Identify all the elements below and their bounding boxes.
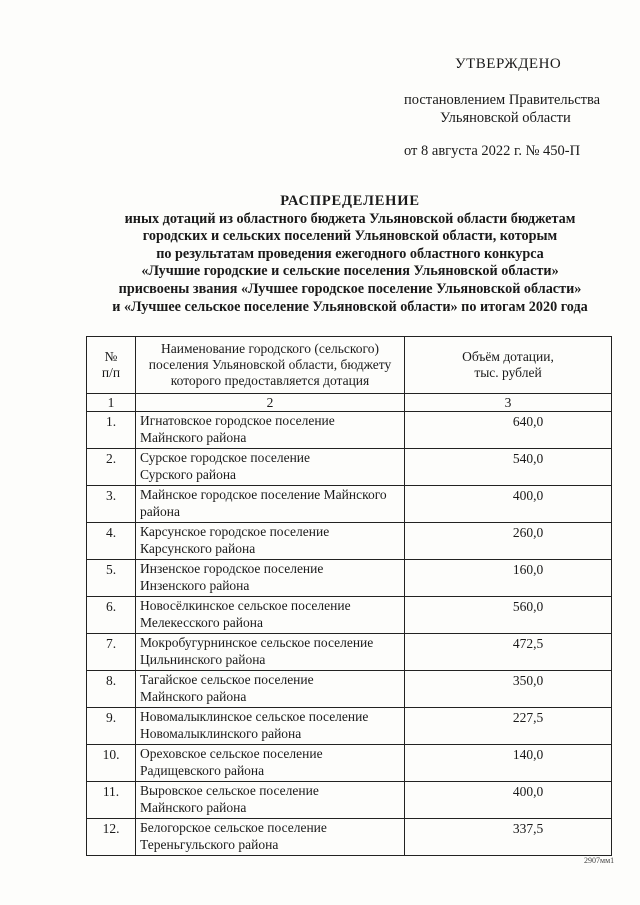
row-number: 5. — [87, 560, 136, 597]
settlement-name-line: Сурского района — [140, 467, 237, 482]
subsidy-amount: 560,0 — [405, 597, 612, 634]
document-title — [60, 193, 640, 316]
column-index: 1 — [87, 394, 136, 412]
header-value-line: Объём дотации, — [462, 349, 554, 364]
table-row — [87, 597, 612, 634]
settlement-name — [136, 412, 405, 449]
row-number: 7. — [87, 634, 136, 671]
table-row — [87, 486, 612, 523]
settlement-name-line: Новомалыклинского района — [140, 726, 302, 741]
settlement-name-line: Сурское городское поселение — [140, 450, 311, 465]
table-row — [87, 560, 612, 597]
subsidy-amount: 260,0 — [405, 523, 612, 560]
subsidy-table — [86, 336, 612, 856]
table-header-row — [87, 337, 612, 394]
settlement-name-line: Мокробугурнинское сельское поселение — [140, 635, 374, 650]
settlement-name-line: Карсунского района — [140, 541, 256, 556]
header-settlement-name — [136, 337, 405, 394]
settlement-name-line: Цильнинского района — [140, 652, 266, 667]
row-number: 8. — [87, 671, 136, 708]
subsidy-amount: 160,0 — [405, 560, 612, 597]
subsidy-amount: 540,0 — [405, 449, 612, 486]
title-main: РАСПРЕДЕЛЕНИЕ — [280, 193, 420, 209]
settlement-name — [136, 782, 405, 819]
table-row — [87, 745, 612, 782]
settlement-name — [136, 671, 405, 708]
settlement-name-line: Радищевского района — [140, 763, 265, 778]
settlement-name — [136, 486, 405, 523]
header-name-line: поселения Ульяновской области, бюджету — [148, 357, 392, 372]
settlement-name-line: Тереньгульского района — [140, 837, 279, 852]
row-number: 2. — [87, 449, 136, 486]
subsidy-amount: 640,0 — [405, 412, 612, 449]
table-row — [87, 708, 612, 745]
subsidy-amount: 400,0 — [405, 782, 612, 819]
settlement-name — [136, 634, 405, 671]
header-name-line: которого предоставляется дотация — [170, 373, 370, 388]
table-row — [87, 671, 612, 708]
table-row — [87, 782, 612, 819]
header-subsidy-amount — [405, 337, 612, 394]
settlement-name-line: Тагайское сельское поселение — [140, 672, 314, 687]
footer-code: 2907мм1 — [584, 856, 615, 865]
row-number: 11. — [87, 782, 136, 819]
settlement-name-line: Майнского района — [140, 689, 247, 704]
settlement-name-line: Белогорское сельское поселение — [140, 820, 327, 835]
title-line: городских и сельских поселений Ульяновской области, которым — [142, 228, 558, 245]
header-number-line: п/п — [101, 365, 121, 380]
title-line: присвоены звания «Лучшее городское поселение Ульяновской области» — [118, 280, 582, 297]
title-line: «Лучшие городские и сельские поселения Ульяновской области» — [141, 263, 559, 280]
table-row — [87, 449, 612, 486]
subsidy-amount: 140,0 — [405, 745, 612, 782]
column-index: 3 — [405, 394, 612, 412]
settlement-name-line: Майнское городское поселение Майнского — [140, 487, 387, 502]
approved-stamp: УТВЕРЖДЕНО — [455, 56, 562, 72]
row-number: 9. — [87, 708, 136, 745]
settlement-name-line: района — [140, 504, 180, 519]
subsidy-amount: 350,0 — [405, 671, 612, 708]
row-number: 6. — [87, 597, 136, 634]
settlement-name-line: Карсунское городское поселение — [140, 524, 330, 539]
title-line: по результатам проведения ежегодного областного конкурса — [156, 245, 544, 262]
title-line: и «Лучшее сельское поселение Ульяновской области» по итогам 2020 года — [112, 298, 588, 315]
settlement-name-line: Инзенское городское поселение — [140, 561, 324, 576]
subsidy-amount: 472,5 — [405, 634, 612, 671]
settlement-name — [136, 560, 405, 597]
row-number: 1. — [87, 412, 136, 449]
settlement-name-line: Выровское сельское поселение — [140, 783, 319, 798]
decree-date: от 8 августа 2022 г. № 450-П — [404, 143, 581, 159]
table-row — [87, 523, 612, 560]
settlement-name-line: Мелекесского района — [140, 615, 263, 630]
settlement-name-line: Новомалыклинское сельское поселение — [140, 709, 369, 724]
column-index-row — [87, 394, 612, 412]
row-number: 3. — [87, 486, 136, 523]
table-row — [87, 634, 612, 671]
subsidy-amount: 227,5 — [405, 708, 612, 745]
decree-region: Ульяновской области — [440, 110, 571, 126]
table-row — [87, 819, 612, 856]
row-number: 12. — [87, 819, 136, 856]
header-number — [87, 337, 136, 394]
table-row — [87, 412, 612, 449]
row-number: 4. — [87, 523, 136, 560]
settlement-name — [136, 449, 405, 486]
settlement-name-line: Игнатовское городское поселение — [140, 413, 335, 428]
settlement-name — [136, 597, 405, 634]
settlement-name — [136, 745, 405, 782]
settlement-name — [136, 708, 405, 745]
title-line: иных дотаций из областного бюджета Ульяновской области бюджетам — [124, 210, 576, 227]
settlement-name-line: Инзенского района — [140, 578, 250, 593]
settlement-name — [136, 819, 405, 856]
settlement-name-line: Новосёлкинское сельское поселение — [140, 598, 351, 613]
subsidy-amount: 337,5 — [405, 819, 612, 856]
decree-authority: постановлением Правительства — [404, 92, 601, 108]
settlement-name-line: Майнского района — [140, 800, 247, 815]
subsidy-amount: 400,0 — [405, 486, 612, 523]
header-value-line: тыс. рублей — [474, 365, 542, 380]
column-index: 2 — [136, 394, 405, 412]
row-number: 10. — [87, 745, 136, 782]
header-number-line: № — [104, 349, 118, 364]
settlement-name-line: Майнского района — [140, 430, 247, 445]
settlement-name — [136, 523, 405, 560]
settlement-name-line: Ореховское сельское поселение — [140, 746, 323, 761]
header-name-line: Наименование городского (сельского) — [161, 341, 379, 356]
